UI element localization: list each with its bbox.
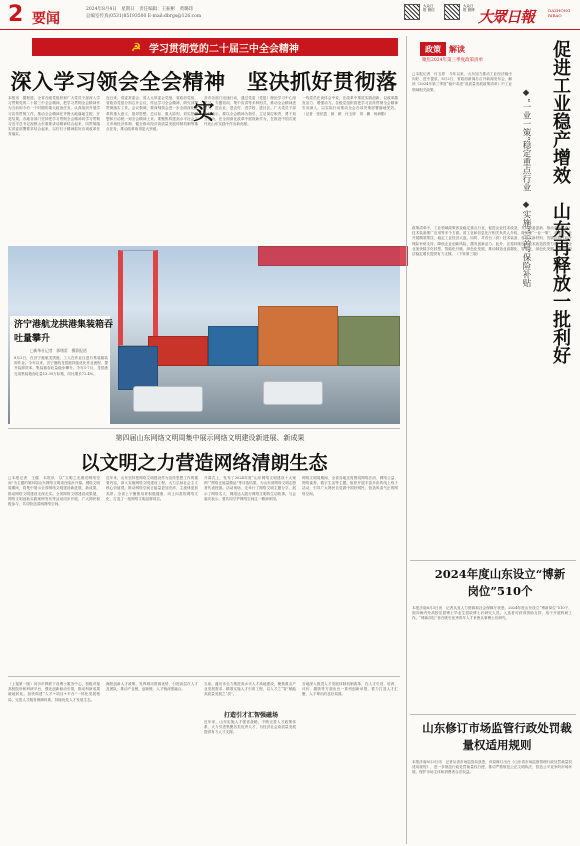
divider: [8, 676, 400, 677]
qr-codes: [404, 4, 440, 26]
right-headline-vertical[interactable]: 促进工业稳产增效 山东再释放一批利好: [550, 40, 571, 364]
bottom-section-label: 打造引才汇智强磁场: [223, 712, 278, 719]
section-title: 要闻: [32, 11, 60, 27]
right-text-1b: 政策清单中，工业领域政策涉及稳定重点行业、促进企业技术改造、支持设备更新、推动首台（套）技术装备推广应用等多个方面。省工业和信息化厅相关负责人介绍，将实施“一业一策”，对重点行业开展精准帮扶，稳定工业经济大盘。同时，对首台（套）技术装备、首批次新材料、首版次软件给予保险补贴支持，降低企业创新风险，激发创新活力。此外，还将持续加大技术改造投资力度，引导企业加快数字化转型、智能化升级、绿色化发展，推动制造业高端化、智能化、绿色化发展，为全省经济稳定增长提供有力支撑。（下转第三版）: [412, 226, 572, 257]
page-number: 2: [8, 2, 24, 27]
container-graphic: [118, 346, 158, 390]
edition-meta: 2024年8月4日 星期日 责任编辑：王振彬 黄璐玮: [86, 7, 194, 12]
photo-title: 济宁港航龙拱港集装箱吞吐量攀升: [14, 320, 114, 344]
story2-headline[interactable]: 以文明之力营造网络清朗生态: [80, 452, 328, 474]
crane-graphic: [118, 250, 158, 346]
lead-column-4: 一线党员在谈体会中说，在改革中推进实践创新，以改革激发活力、增强动力。各级党组织将把学习宣传贯彻全会精神引向深入，以实际行动推动全会各项决策部署落地见效。（记者 张依盈 薛 颖 付玉婷 刘 鹏 杨润勤）: [302, 96, 398, 116]
banner-text: 学习贯彻党的二十届三中全会精神: [148, 43, 299, 55]
truck-graphic: [133, 386, 203, 412]
container-graphic: [338, 316, 400, 366]
container-graphic: [208, 326, 258, 366]
right-text-1: □本报记者 付玉婷 今年以来，山东加力推动工业经济稳中向好、进中提质。8月2日，省政府新闻办召开新闻发布会，解读《2024年第三季度“稳中求进”高质量发展政策清单》中工业领域相关政策。: [412, 72, 512, 92]
qr-code-icon[interactable]: [404, 4, 420, 20]
story2-column-1: □本报记者 王健 本报讯 以“文明之光照亮网络空间”为主题的第四届山东网络文明周在临沂开幕。网络文明周期间，将集中展示全省网络文明建设新进展、新成果，推动网络文明建设走深走实。全省网络文明建设成果展、网络文明创新实践案例发布等活动同步开展，广大网民积极参与，共同营造清朗网络空间。: [8, 476, 100, 507]
crane-boom-graphic: [258, 246, 408, 266]
truck-graphic: [263, 381, 323, 405]
story2-column-4: 网络文明周期间，全省各地还将围绕网络法治、网络公益、网络素养、数字生活等主题，组织开展丰富多彩的线上线下活动，引导广大网民自觉做中国好网民，营造风清气正的网络空间。: [302, 476, 398, 496]
story2-subtitle: 第四届山东网络文明周集中展示网络文明建设新进展、新成果: [115, 434, 305, 442]
container-graphic: [258, 306, 338, 366]
right-headline-2[interactable]: 2024年度山东设立“博新岗位”510个: [434, 567, 566, 598]
lead-column-3: 各市各部门迅速行动，通过党委（党组）理论学习中心组学习、专题培训、集中宣讲等多种形式，推动全会精神进机关、进企业、进农村、进学校、进社区。广大党员干部纷纷表示，要以全会精神为指引，立足岗位职责，勇于担当作为，在全面深化改革中展现新作为，在推进中国式现代化山东实践中作出新贡献。: [204, 96, 296, 127]
policy-badge-a: 政策: [420, 42, 446, 56]
lead-column-1: 本报讯 据报道，全省各级党组织和广大党员干部深入学习贯彻党的二十届三中全会精神，把学习贯彻全会精神作为当前和今后一个时期的重大政治任务，认真组织开展学习宣传贯彻工作，推动全会精神在齐鲁大地落地生根、开花结果。各地各部门坚持把学习贯彻全会精神同学习贯彻习近平总书记视察山东重要讲话精神结合起来，同贯彻落实省委部署要求结合起来，以钉钉子精神抓好各项改革任务落实。: [8, 96, 100, 137]
policy-subtitle: 聚焦2024年第三季度政策清单: [422, 58, 483, 63]
contact-meta: 总编室传真(0531)85193500 E-mail:dbrgs@126.com: [86, 14, 202, 19]
photo-caption: 8月2日，在济宁港航龙拱港，工人在作业区进行集装箱装卸作业。今年以来，济宁港航龙拱港持续优化作业流程，提升装卸效率，集装箱吞吐量稳步攀升。今年1-7月，龙拱港完成集装箱吞吐量13.39万标箱，同比增长72.4%。: [14, 356, 108, 376]
story2-column-3: 开幕式上，发布了2024年度“山东网络文明建设十大案例”“网络正能量精品”等评选结果，为山东省网络文明志愿者代表授旗。活动现场，还举行了网络文明主题分享，展示了网络名人、网络达人践行网络文明的生动故事。与会嘉宾表示，要共同守护网络空间这一精神家园。: [204, 476, 296, 501]
lead-column-2: 连日来，省委常委会、省人大常委会党组、省政府党组、省政协党组分别召开会议，传达学习全会精神，研究部署贯彻落实工作。会议强调，要深刻领会进一步全面深化改革的重大意义、指导思想、总目标、重大原则，切实把思想和行动统一到全会精神上来。要聚焦构建高水平社会主义市场经济体制、健全推动经济高质量发展体制机制等重点任务，推动改革取得更大突破。: [106, 96, 198, 132]
qr-code-icon[interactable]: [444, 4, 460, 20]
right-text-2: 本报济南8月3日讯 记者从省人力资源和社会保障厅获悉，2024年度山东设立“博新岗位”510个，面向海内外高校应届博士毕业生招收博士后研究人员。入选者可获得资助支持，用于开展科研工作。“博新岗位”旨在吸引优秀青年人才来鲁从事博士后研究。: [412, 606, 572, 621]
bottom-column-1: （上接第一版）同济市教联下设博士服务中心，积极对接高校院所和科研平台，强化创新驱动引领，推动科研成果就地转化。加快构建“人才+项目+平台”一体化发展格局，完善人才服务保障体系，持续优化人才发展生态。: [8, 682, 100, 702]
lead-headline[interactable]: 深入学习领会全会精神 坚决抓好贯彻落实: [10, 69, 398, 124]
policy-badge: [420, 42, 490, 56]
bottom-column-3a: 当前，潍坊市全力推进高水平人才高地建设，聚焦重点产业发展需求，精准实施人才引育工程，以人才之“智”赋能高质量发展之“质”。: [204, 682, 296, 697]
right-headline-3[interactable]: 山东修订市场监管行政处罚裁量权适用规则: [422, 721, 572, 752]
qr-label-wechat: 大众日报 微信: [423, 4, 435, 12]
column-divider: [406, 36, 407, 844]
story2-column-2: 近年来，山东坚持把网络文明建设作为宣传思想工作的重要内容，深入实施网络文明建设工程，大力弘扬社会主义核心价值观，推动网络空间正能量更加充沛、主旋律更加高昂。全省上下聚焦培育积极健康、向上向善的网络文化，打造了一批网络文明品牌项目。: [106, 476, 198, 501]
newspaper-logo-sub: DAZHONG RIBAO: [548, 8, 571, 18]
right-text-3: 本报济南8月3日讯 记者从省市场监管局获悉，该局修订出台《山东省市场监督管理行政处罚裁量权适用规则》，进一步规范行政处罚裁量权行使，推动严格规范公正文明执法，营造公平竞争的市场环境，保护市场主体和消费者合法权益。: [412, 760, 572, 775]
qr-label-weibo: 大众日报 微博: [463, 4, 475, 12]
qr-codes-2: [444, 4, 475, 20]
newspaper-logo: 大眾日報: [478, 8, 535, 26]
bottom-column-4: 各地深入推进人才发展体制机制改革，在人才引进、培养、评价、激励等方面出台一系列创新举措，着力打造人才汇聚、人才辈出的良好局面。: [302, 682, 398, 697]
divider: [410, 560, 576, 561]
photo-credit: □新华社记者 郭绪雷 摄影报道: [30, 348, 87, 353]
party-emblem-icon: ☭: [131, 40, 141, 54]
topic-banner: [32, 38, 398, 56]
bottom-column-3: 近年来，山东实施人才强省战略，不断完善人才政策体系，大力引进集聚各类优秀人才，为经济社会高质量发展提供有力人才支撑。: [204, 720, 296, 735]
right-subhead-vertical: ◆“一业一策”稳定重点行业 ◆实施“三首”保险补贴: [521, 88, 531, 287]
policy-badge-b: 解读: [449, 44, 465, 54]
divider: [410, 714, 576, 715]
divider: [8, 428, 400, 429]
bottom-column-2: 海阳创新人才政策，发挥城市资源优势，引进高层次人才及团队，推动产业链、创新链、人才链深度融合。: [106, 682, 198, 692]
